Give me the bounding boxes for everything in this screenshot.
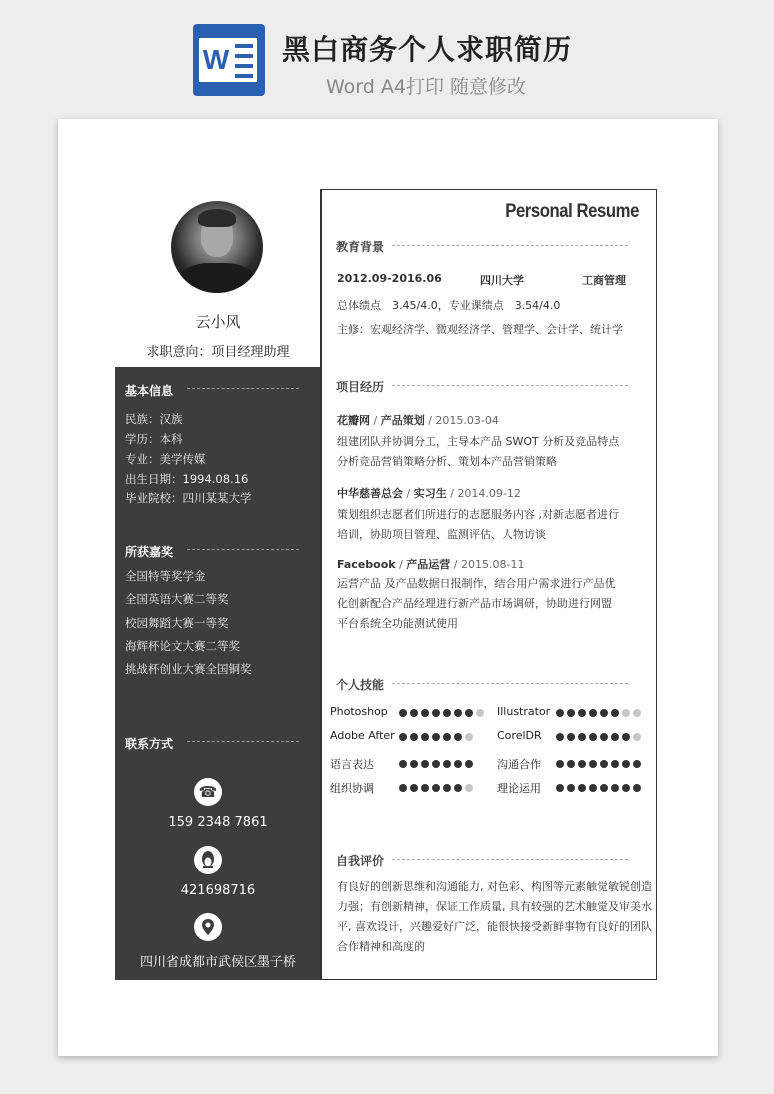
word-app-icon xyxy=(193,24,265,96)
education-courses: 主修：宏观经济学、微观经济学、管理学、会计学、统计学 xyxy=(337,323,623,336)
profile-card xyxy=(115,189,321,367)
skill-dot xyxy=(443,733,451,741)
skills-title: 个人技能 xyxy=(336,678,385,692)
contact-title: 联系方式 xyxy=(125,737,174,751)
skill-dot xyxy=(410,784,418,792)
project-desc-line: 运营产品 及产品数据日报制作，结合用户需求进行产品优 xyxy=(337,577,616,590)
skill-name: CorelDR xyxy=(497,729,542,742)
skill-dot xyxy=(454,709,462,717)
skill-dot xyxy=(633,709,641,717)
skill-dot xyxy=(476,709,484,717)
project-role: 产品运营 xyxy=(406,558,451,571)
award-item: 校园舞蹈大赛一等奖 xyxy=(125,616,229,630)
skill-dot xyxy=(633,760,641,768)
skill-dot xyxy=(611,760,619,768)
skill-dot xyxy=(432,784,440,792)
evaluation-title: 自我评价 xyxy=(336,854,385,868)
project-date: / 2015.03-04 xyxy=(428,414,499,427)
education-gpa: 总体绩点 3.45/4.0，专业课绩点 3.54/4.0 xyxy=(337,299,561,312)
contact-qq: 421698716 xyxy=(180,883,256,898)
project-date: / 2014.09-12 xyxy=(450,487,521,500)
skill-dot xyxy=(432,709,440,717)
skill-dot xyxy=(465,709,473,717)
skill-dot xyxy=(600,784,608,792)
project-org: Facebook xyxy=(337,558,396,571)
sidebar xyxy=(115,189,321,980)
location-pin-icon xyxy=(194,913,222,941)
skill-name: 沟通合作 xyxy=(497,758,541,771)
project-header: 中华慈善总会 / 实习生 / 2014.09-12 xyxy=(337,487,521,500)
sidebar-dark-panel xyxy=(115,367,321,980)
skill-dot xyxy=(567,733,575,741)
skill-dot xyxy=(611,709,619,717)
word-letter: W xyxy=(199,38,233,82)
skill-dot xyxy=(410,760,418,768)
section-rule xyxy=(392,385,628,386)
skill-dot xyxy=(399,784,407,792)
skill-dot xyxy=(454,760,462,768)
job-intent: 求职意向：项目经理助理 xyxy=(146,345,290,360)
skill-dot xyxy=(432,760,440,768)
award-item: 全国英语大赛二等奖 xyxy=(125,592,229,606)
avatar xyxy=(171,201,263,293)
qq-penguin-icon xyxy=(194,846,222,874)
award-item: 全国特等奖学金 xyxy=(125,569,206,583)
skill-dot xyxy=(611,733,619,741)
project-role: 实习生 xyxy=(413,487,447,500)
skill-dot xyxy=(622,784,630,792)
skill-dot xyxy=(633,733,641,741)
project-org: 花瓣网 xyxy=(337,414,370,427)
evaluation-text: 有良好的创新思维和沟通能力, 对色彩、构图等元素触觉敏锐创造力强；有创新精神，保证工作质量, 具有较强的艺术触觉及审美水平, 喜欢设计，兴趣爱好广泛，能很快接受新鲜事物有良好的团队合作精神和高度的 xyxy=(337,880,652,953)
skill-dot xyxy=(399,733,407,741)
skill-dot xyxy=(567,709,575,717)
skill-dot xyxy=(465,760,473,768)
awards-title: 所获嘉奖 xyxy=(125,545,174,559)
section-rule xyxy=(187,388,299,389)
skill-dot xyxy=(600,733,608,741)
basic-info-title: 基本信息 xyxy=(125,384,174,398)
skill-dot xyxy=(589,709,597,717)
project-desc-line: 组建团队并协调分工，主导本产品 SWOT 分析及竞品特点 xyxy=(337,435,620,448)
skill-dot xyxy=(589,784,597,792)
skill-dot xyxy=(421,709,429,717)
skill-dot xyxy=(578,733,586,741)
education-title: 教育背景 xyxy=(336,240,385,254)
basic-info-item: 学历：本科 xyxy=(125,432,183,446)
section-rule xyxy=(392,245,628,246)
candidate-name: 云小风 xyxy=(195,313,241,331)
basic-info-item: 毕业院校：四川某某大学 xyxy=(125,491,252,505)
skill-name: Photoshop xyxy=(330,705,388,718)
skill-dot xyxy=(465,784,473,792)
project-desc-line: 平台系统全功能测试使用 xyxy=(337,617,458,630)
skill-dot xyxy=(567,760,575,768)
skill-dot xyxy=(578,784,586,792)
basic-info-item: 专业：美学传媒 xyxy=(125,452,206,466)
section-rule xyxy=(187,741,299,742)
skill-dot xyxy=(589,760,597,768)
basic-info-item: 出生日期：1994.08.16 xyxy=(125,472,249,486)
skill-dot xyxy=(399,760,407,768)
skill-dot xyxy=(589,733,597,741)
project-role: 产品策划 xyxy=(380,414,425,427)
skill-name: 组织协调 xyxy=(330,782,374,795)
skill-name: Adobe After xyxy=(330,729,395,742)
skill-dot xyxy=(600,709,608,717)
section-rule xyxy=(187,549,299,550)
resume-title: Personal Resume xyxy=(505,201,639,222)
skill-dot xyxy=(465,733,473,741)
skill-dot xyxy=(578,760,586,768)
skill-dot xyxy=(567,784,575,792)
skill-name: 语言表达 xyxy=(330,758,374,771)
phone-icon: ☎ xyxy=(194,778,222,806)
skill-name: 理论运用 xyxy=(497,782,541,795)
skill-dot xyxy=(421,733,429,741)
skill-dot xyxy=(556,784,564,792)
skill-dot xyxy=(622,760,630,768)
award-item: 海辉杯论文大赛二等奖 xyxy=(125,639,240,653)
project-desc-line: 培训，协助项目管理、监测评估、人物访谈 xyxy=(337,528,546,541)
award-item: 挑战杯创业大赛全国铜奖 xyxy=(125,662,252,676)
project-desc-line: 分析竞品营销策略分析、策划本产品营销策略 xyxy=(337,455,557,468)
projects-title: 项目经历 xyxy=(336,380,385,394)
project-org: 中华慈善总会 xyxy=(337,487,403,500)
project-header: 花瓣网 / 产品策划 / 2015.03-04 xyxy=(337,414,499,427)
skill-dot xyxy=(410,733,418,741)
skill-dot xyxy=(432,733,440,741)
contact-address: 四川省成都市武侯区墨子桥 xyxy=(139,955,296,970)
skill-dot xyxy=(410,709,418,717)
skill-dot xyxy=(454,784,462,792)
project-desc-line: 化创新配合产品经理进行新产品市场调研，协助进行网盟 xyxy=(337,597,612,610)
skill-dot xyxy=(421,760,429,768)
basic-info-item: 民族：汉族 xyxy=(125,412,183,426)
page-title: 黑白商务个人求职简历 xyxy=(282,33,573,66)
skill-dot xyxy=(556,709,564,717)
skill-dot xyxy=(611,784,619,792)
skill-dot xyxy=(454,733,462,741)
education-school: 四川大学 xyxy=(480,274,524,287)
skill-dot xyxy=(622,709,630,717)
skill-dot xyxy=(556,733,564,741)
skill-dot xyxy=(399,709,407,717)
skill-dot xyxy=(443,784,451,792)
contact-phone: 159 2348 7861 xyxy=(168,815,268,830)
skill-dot xyxy=(622,733,630,741)
skill-dot xyxy=(443,760,451,768)
education-major: 工商管理 xyxy=(582,274,626,287)
skill-dot xyxy=(443,709,451,717)
project-desc-line: 策划组织志愿者们所进行的志愿服务内容 ,对新志愿者进行 xyxy=(337,508,619,521)
skill-dot xyxy=(556,760,564,768)
document-lines-icon xyxy=(231,38,257,82)
skill-dot xyxy=(600,760,608,768)
main-content xyxy=(322,189,657,980)
project-header: Facebook / 产品运营 / 2015.08-11 xyxy=(337,558,525,571)
skill-name: Illustrator xyxy=(497,705,551,718)
section-rule xyxy=(392,859,628,860)
page-subtitle: Word A4打印 随意修改 xyxy=(326,76,527,98)
skill-dot xyxy=(578,709,586,717)
skill-dot xyxy=(633,784,641,792)
project-date: / 2015.08-11 xyxy=(453,558,525,571)
education-period: 2012.09-2016.06 xyxy=(337,272,442,285)
skill-dot xyxy=(421,784,429,792)
section-rule xyxy=(392,683,628,684)
